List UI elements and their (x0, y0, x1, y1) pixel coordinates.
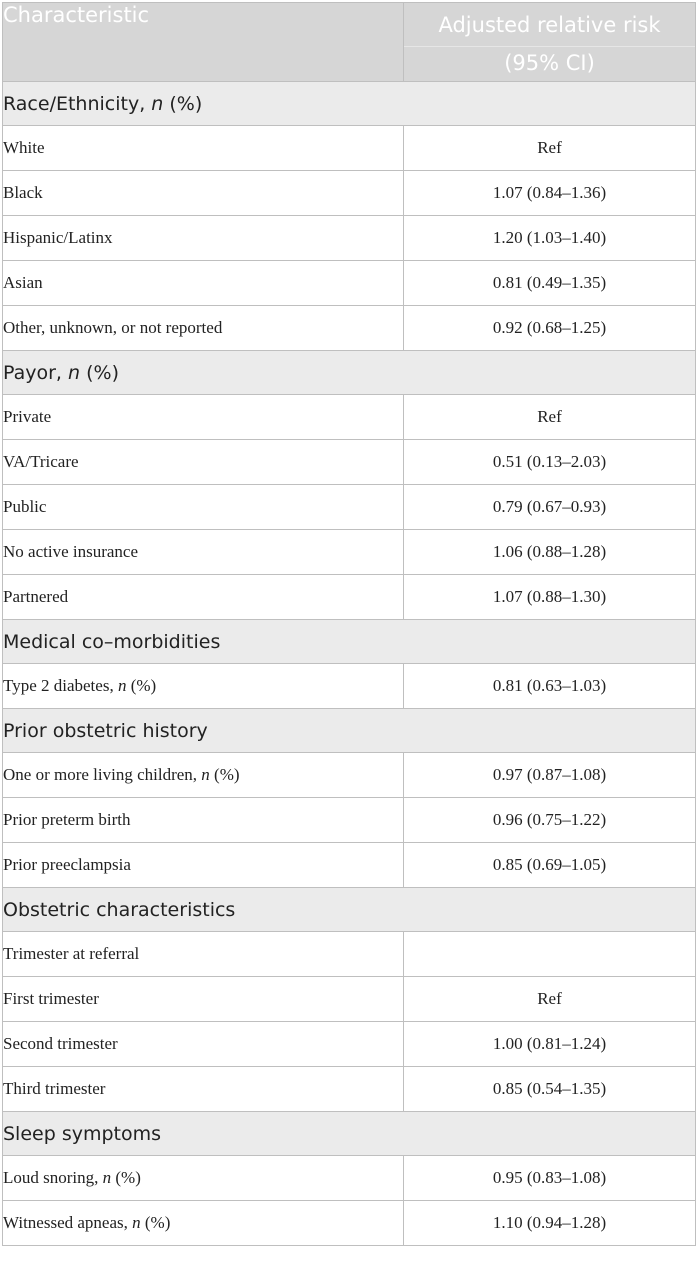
row-label (3, 932, 404, 977)
table-row (3, 575, 696, 620)
section-title (3, 888, 696, 932)
row-label-text: Trimester at referral (3, 944, 140, 963)
section-header-row (3, 351, 696, 395)
row-label-text: Second trimester (3, 1034, 118, 1053)
row-value: 1.07 (0.84–1.36) (404, 171, 696, 216)
row-label-italic: n (201, 765, 210, 784)
row-label (3, 977, 404, 1022)
row-value: 1.06 (0.88–1.28) (404, 530, 696, 575)
table-row (3, 843, 696, 888)
row-label-text: Witnessed apneas, (3, 1213, 133, 1232)
row-label-suffix: (%) (209, 765, 240, 784)
row-label-suffix: (%) (126, 676, 157, 695)
table-row (3, 261, 696, 306)
row-label-text: Other, unknown, or not reported (3, 318, 223, 337)
table-header (3, 3, 696, 82)
table-row (3, 216, 696, 261)
table-row (3, 932, 696, 977)
row-label-text: Black (3, 183, 43, 202)
table-row (3, 530, 696, 575)
row-label-text: Prior preeclampsia (3, 855, 131, 874)
row-label-text: Hispanic/Latinx (3, 228, 113, 247)
row-value: 0.79 (0.67–0.93) (404, 485, 696, 530)
row-label-text: No active insurance (3, 542, 138, 561)
section-title-suffix: (%) (163, 92, 203, 115)
row-label (3, 1201, 404, 1246)
table-row (3, 1201, 696, 1246)
section-title (3, 709, 696, 753)
section-title-italic: n (151, 92, 164, 115)
header-adjusted-relative-risk (404, 3, 696, 82)
row-label-text: Asian (3, 273, 43, 292)
section-header-row (3, 620, 696, 664)
row-label (3, 261, 404, 306)
row-label-text: Prior preterm birth (3, 810, 131, 829)
section-title-italic: n (68, 361, 81, 384)
row-value: 1.07 (0.88–1.30) (404, 575, 696, 620)
row-label (3, 171, 404, 216)
section-title-suffix: (%) (80, 361, 119, 384)
table-body (3, 82, 696, 1246)
section-title (3, 351, 696, 395)
header-col2-line1: Adjusted relative risk (438, 13, 661, 37)
table-row (3, 1067, 696, 1112)
row-label (3, 798, 404, 843)
table-row (3, 171, 696, 216)
row-label (3, 216, 404, 261)
row-value: 0.81 (0.49–1.35) (404, 261, 696, 306)
header-col2-line2: (95% CI) (404, 46, 695, 81)
row-label (3, 530, 404, 575)
section-header-row (3, 709, 696, 753)
row-label-text: Public (3, 497, 47, 516)
table-row (3, 440, 696, 485)
row-value (404, 932, 696, 977)
section-title-text: Prior obstetric history (3, 719, 208, 742)
section-header-row (3, 82, 696, 126)
row-label-text: Partnered (3, 587, 69, 606)
row-value: Ref (404, 126, 696, 171)
table-row (3, 1156, 696, 1201)
section-title-text: Payor, (3, 361, 69, 384)
row-label (3, 753, 404, 798)
section-title (3, 1112, 696, 1156)
table-row (3, 664, 696, 709)
table-row (3, 485, 696, 530)
row-value: 1.20 (1.03–1.40) (404, 216, 696, 261)
row-value: 0.97 (0.87–1.08) (404, 753, 696, 798)
section-title-text: Sleep symptoms (3, 1122, 162, 1145)
row-label (3, 664, 404, 709)
row-label-text: VA/Tricare (3, 452, 79, 471)
row-value: 0.81 (0.63–1.03) (404, 664, 696, 709)
table-row (3, 753, 696, 798)
row-label-text: Type 2 diabetes, (3, 676, 118, 695)
row-value: 0.92 (0.68–1.25) (404, 306, 696, 351)
row-label-suffix: (%) (140, 1213, 171, 1232)
table-row (3, 306, 696, 351)
row-label (3, 1022, 404, 1067)
row-value: 0.51 (0.13–2.03) (404, 440, 696, 485)
row-value: Ref (404, 395, 696, 440)
row-value: 1.10 (0.94–1.28) (404, 1201, 696, 1246)
section-title (3, 620, 696, 664)
row-label-italic: n (132, 1213, 141, 1232)
row-label-text: One or more living children, (3, 765, 202, 784)
row-label (3, 485, 404, 530)
row-value: 0.85 (0.54–1.35) (404, 1067, 696, 1112)
row-label (3, 575, 404, 620)
row-label (3, 1156, 404, 1201)
row-label-suffix: (%) (111, 1168, 141, 1187)
table-row (3, 977, 696, 1022)
table-row (3, 798, 696, 843)
row-value: 0.95 (0.83–1.08) (404, 1156, 696, 1201)
row-label (3, 1067, 404, 1112)
row-label (3, 395, 404, 440)
row-value: 0.85 (0.69–1.05) (404, 843, 696, 888)
section-title-text: Obstetric characteristics (3, 898, 236, 921)
row-value: 0.96 (0.75–1.22) (404, 798, 696, 843)
table-row (3, 1022, 696, 1067)
row-label-text: White (3, 138, 45, 157)
section-header-row (3, 888, 696, 932)
section-title-text: Race/Ethnicity, (3, 92, 152, 115)
section-title (3, 82, 696, 126)
row-label (3, 126, 404, 171)
row-value: Ref (404, 977, 696, 1022)
row-label-italic: n (117, 676, 127, 695)
table-row (3, 395, 696, 440)
row-label-text: Loud snoring, (3, 1168, 103, 1187)
row-label-text: Third trimester (3, 1079, 106, 1098)
header-characteristic: Characteristic (3, 3, 404, 82)
table-row (3, 126, 696, 171)
risk-table (2, 2, 696, 1246)
section-title-text: Medical co–morbidities (3, 630, 221, 653)
section-header-row (3, 1112, 696, 1156)
row-label (3, 843, 404, 888)
row-label-text: Private (3, 407, 52, 426)
row-label-italic: n (102, 1168, 112, 1187)
row-label-text: First trimester (3, 989, 99, 1008)
row-label (3, 306, 404, 351)
row-value: 1.00 (0.81–1.24) (404, 1022, 696, 1067)
row-label (3, 440, 404, 485)
